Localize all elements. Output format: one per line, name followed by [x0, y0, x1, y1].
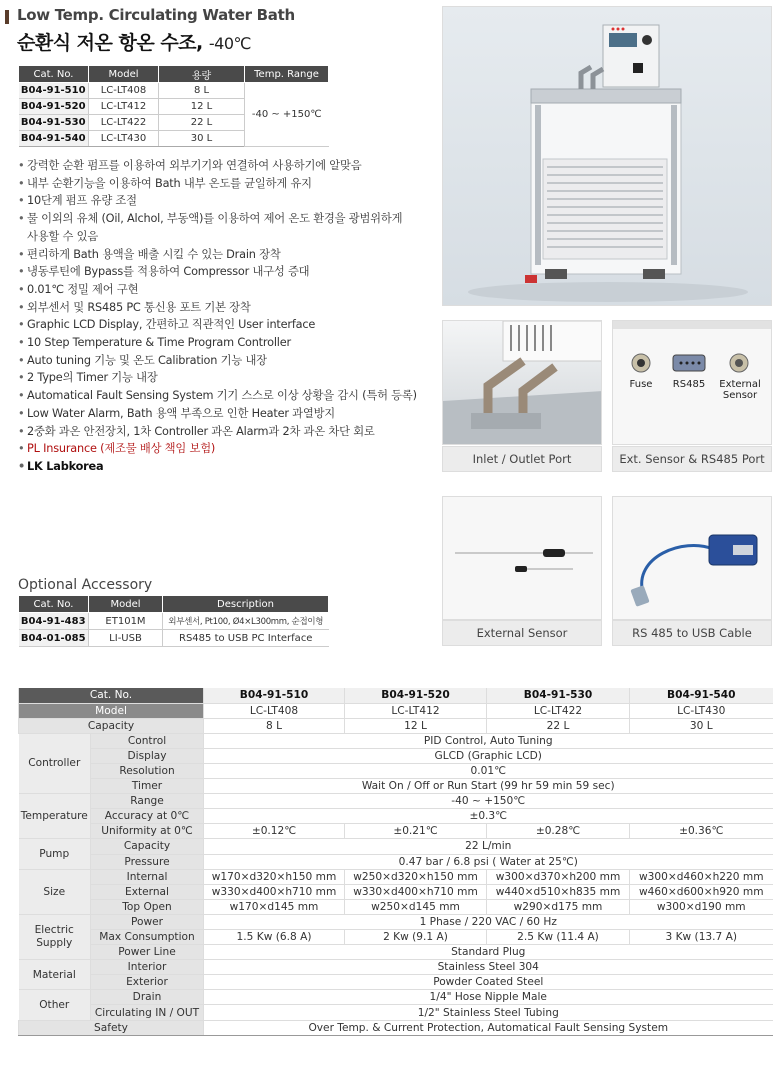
spec-label-resolution: Resolution — [91, 763, 204, 778]
catalog-cat-no: B04-91-530 — [19, 115, 89, 131]
spec-label-timer: Timer — [91, 779, 204, 794]
spec-row-display — [19, 748, 773, 763]
feature-item: • Auto tuning 기능 및 온도 Calibration 기능 내장 — [18, 352, 428, 370]
spec-cell: LC-LT430 — [630, 703, 773, 718]
spec-label-pump-capacity: Capacity — [91, 839, 204, 854]
spec-label-power: Power — [91, 914, 204, 929]
product-title-english: Low Temp. Circulating Water Bath — [17, 6, 295, 24]
spec-cell: w250×d145 mm — [345, 899, 487, 914]
inlet-outlet-photo — [442, 320, 602, 445]
feature-item: • 편리하게 Bath 용액을 배출 시킬 수 있는 Drain 장착 — [18, 246, 428, 264]
spec-row-accuracy — [19, 809, 773, 824]
feature-item: • 10 Step Temperature & Time Program Controller — [18, 334, 428, 352]
accessory-model: ET101M — [89, 613, 163, 630]
title-temperature-suffix: -40℃ — [208, 34, 251, 53]
accessory-description: 외부센서, Pt100, Ø4×L300mm, 순접이형 — [163, 613, 329, 630]
spec-row-internal — [19, 869, 773, 884]
catalog-capacity: 30 L — [159, 131, 245, 147]
feature-text: 물 이외의 유체 (Oil, Alchol, 부동액)를 이용하여 제어 온도 환경을 광범위하게 — [27, 212, 403, 226]
spec-cell: LC-LT412 — [345, 703, 487, 718]
catalog-header-capacity: 용량 — [159, 66, 245, 83]
sensor-port-caption: Ext. Sensor & RS485 Port — [612, 446, 772, 472]
spec-cell: 3 Kw (13.7 A) — [630, 930, 773, 945]
usb-cable-photo — [612, 496, 772, 620]
catalog-temp-range: -40 ~ +150℃ — [245, 83, 329, 147]
water-bath-illustration — [443, 7, 772, 306]
spec-cell: w300×d370×h200 mm — [487, 869, 630, 884]
catalog-row — [19, 83, 329, 99]
title-korean-main: 순환식 저온 항온 수조, — [17, 32, 203, 54]
spec-cell: 1/2" Stainless Steel Tubing — [204, 1005, 773, 1020]
spec-cell: w300×d190 mm — [630, 899, 773, 914]
accessory-header-model: Model — [89, 596, 163, 613]
spec-cell: B04-91-530 — [487, 688, 630, 703]
spec-cell: Powder Coated Steel — [204, 975, 773, 990]
catalog-cat-no: B04-91-510 — [19, 83, 89, 99]
optional-accessory-title: Optional Accessory — [18, 577, 153, 593]
external-sensor-caption: External Sensor — [442, 620, 602, 646]
catalog-model: LC-LT412 — [89, 99, 159, 115]
catalog-capacity: 8 L — [159, 83, 245, 99]
catalog-capacity: 12 L — [159, 99, 245, 115]
spec-cell: w250×d320×h150 mm — [345, 869, 487, 884]
catalog-cat-no: B04-91-540 — [19, 131, 89, 147]
spec-cell: w330×d400×h710 mm — [204, 884, 345, 899]
spec-group-electric-supply: Electric Supply — [19, 914, 91, 959]
spec-cell: 12 L — [345, 718, 487, 733]
spec-row-uniformity — [19, 824, 773, 839]
spec-group-temperature: Temperature — [19, 794, 91, 839]
feature-list — [18, 157, 428, 476]
spec-row-external — [19, 884, 773, 899]
spec-cell: Standard Plug — [204, 945, 773, 960]
accessory-row — [19, 613, 329, 630]
usb-cable-caption: RS 485 to USB Cable — [612, 620, 772, 646]
spec-cell: B04-91-540 — [630, 688, 773, 703]
spec-cell: ±0.12℃ — [204, 824, 345, 839]
spec-cell: B04-91-510 — [204, 688, 345, 703]
spec-label-top-open: Top Open — [91, 899, 204, 914]
spec-cell: w170×d320×h150 mm — [204, 869, 345, 884]
port-label-fuse: Fuse — [629, 379, 653, 390]
spec-row-timer — [19, 779, 773, 794]
spec-label-model: Model — [19, 703, 204, 718]
accessory-model: LI-USB — [89, 630, 163, 647]
spec-row-pump-capacity — [19, 839, 773, 854]
feature-item — [18, 210, 428, 245]
spec-cell: -40 ~ +150℃ — [204, 794, 773, 809]
spec-cell: w330×d400×h710 mm — [345, 884, 487, 899]
spec-cell: Stainless Steel 304 — [204, 960, 773, 975]
accessory-cat-no: B04-91-483 — [19, 613, 89, 630]
spec-label-circulating: Circulating IN / OUT — [91, 1005, 204, 1020]
spec-cell: w460×d600×h920 mm — [630, 884, 773, 899]
spec-cell: B04-91-520 — [345, 688, 487, 703]
spec-row-exterior — [19, 975, 773, 990]
spec-label-interior: Interior — [91, 960, 204, 975]
feature-item: • Low Water Alarm, Bath 용액 부족으로 인한 Heater 과열방지 — [18, 405, 428, 423]
main-product-photo — [442, 6, 772, 306]
spec-group-material: Material — [19, 960, 91, 990]
spec-cell: 0.47 bar / 6.8 psi ( Water at 25℃) — [204, 854, 773, 869]
feature-item: • 10단계 펌프 유량 조절 — [18, 192, 428, 210]
spec-cell: GLCD (Graphic LCD) — [204, 748, 773, 763]
accessory-header-description: Description — [163, 596, 329, 613]
feature-pl-insurance: • PL Insurance (제조물 배상 책임 보험) — [18, 440, 428, 458]
feature-item: • 냉동루틴에 Bypass를 적용하여 Compressor 내구성 증대 — [18, 263, 428, 281]
catalog-model: LC-LT422 — [89, 115, 159, 131]
spec-cell: PID Control, Auto Tuning — [204, 733, 773, 748]
catalog-cat-no: B04-91-520 — [19, 99, 89, 115]
spec-cell: 2.5 Kw (11.4 A) — [487, 930, 630, 945]
spec-label-pressure: Pressure — [91, 854, 204, 869]
accessory-description: RS485 to USB PC Interface — [163, 630, 329, 647]
title-accent-bar — [5, 10, 9, 24]
spec-cell: 30 L — [630, 718, 773, 733]
spec-label-uniformity: Uniformity at 0℃ — [91, 824, 204, 839]
specification-table — [18, 688, 773, 1036]
inlet-outlet-caption: Inlet / Outlet Port — [442, 446, 602, 472]
spec-row-capacity — [19, 718, 773, 733]
sensor-probe-illustration — [443, 497, 602, 620]
spec-cell: w300×d460×h220 mm — [630, 869, 773, 884]
sensor-port-photo — [612, 320, 772, 445]
catalog-header-temp-range: Temp. Range — [245, 66, 329, 83]
spec-label-internal: Internal — [91, 869, 204, 884]
port-label-external-sensor: External Sensor — [719, 379, 761, 401]
accessory-header-row — [19, 596, 329, 613]
spec-row-top-open — [19, 899, 773, 914]
spec-cell: ±0.28℃ — [487, 824, 630, 839]
port-label-rs485: RS485 — [672, 379, 706, 390]
spec-cell: ±0.3℃ — [204, 809, 773, 824]
spec-cell: 0.01℃ — [204, 763, 773, 778]
spec-cell: w290×d175 mm — [487, 899, 630, 914]
spec-cell: 1.5 Kw (6.8 A) — [204, 930, 345, 945]
spec-cell: 2 Kw (9.1 A) — [345, 930, 487, 945]
spec-row-circulating — [19, 1005, 773, 1020]
catalog-header-model: Model — [89, 66, 159, 83]
accessory-header-cat: Cat. No. — [19, 596, 89, 613]
accessory-row — [19, 630, 329, 647]
spec-cell: LC-LT408 — [204, 703, 345, 718]
feature-item: • 외부센서 및 RS485 PC 통신용 포트 기본 장착 — [18, 299, 428, 317]
catalog-header-row — [19, 66, 329, 83]
spec-cell: w170×d145 mm — [204, 899, 345, 914]
spec-label-drain: Drain — [91, 990, 204, 1005]
spec-row-interior — [19, 960, 773, 975]
spec-cell: w440×d510×h835 mm — [487, 884, 630, 899]
usb-cable-illustration — [613, 497, 772, 620]
spec-row-safety — [19, 1020, 773, 1035]
spec-label-accuracy: Accuracy at 0℃ — [91, 809, 204, 824]
inlet-outlet-illustration — [443, 321, 602, 445]
spec-label-exterior: Exterior — [91, 975, 204, 990]
spec-label-max-consumption: Max Consumption — [91, 930, 204, 945]
spec-cell: 22 L — [487, 718, 630, 733]
spec-group-pump: Pump — [19, 839, 91, 869]
spec-row-cat-no — [19, 688, 773, 703]
spec-label-power-line: Power Line — [91, 945, 204, 960]
spec-row-control — [19, 733, 773, 748]
spec-row-power-line — [19, 945, 773, 960]
accessory-table — [18, 595, 329, 647]
spec-label-cat-no: Cat. No. — [19, 688, 204, 703]
feature-item: • 내부 순환기능을 이용하여 Bath 내부 온도를 균일하게 유지 — [18, 175, 428, 193]
feature-item: • 2 Type의 Timer 기능 내장 — [18, 369, 428, 387]
feature-brand: • LK Labkorea — [18, 458, 428, 476]
accessory-cat-no: B04-01-085 — [19, 630, 89, 647]
spec-group-other: Other — [19, 990, 91, 1020]
spec-label-control: Control — [91, 733, 204, 748]
spec-row-drain — [19, 990, 773, 1005]
feature-item: • 강력한 순환 펌프를 이용하여 외부기기와 연결하여 사용하기에 알맞음 — [18, 157, 428, 175]
spec-row-max-consumption — [19, 930, 773, 945]
spec-cell: ±0.21℃ — [345, 824, 487, 839]
product-title-korean — [17, 28, 251, 55]
spec-label-capacity: Capacity — [19, 718, 204, 733]
spec-cell: 22 L/min — [204, 839, 773, 854]
spec-cell: LC-LT422 — [487, 703, 630, 718]
catalog-model: LC-LT430 — [89, 131, 159, 147]
spec-cell: 1/4" Hose Nipple Male — [204, 990, 773, 1005]
spec-label-safety: Safety — [19, 1020, 204, 1035]
feature-item: • 0.01℃ 정밀 제어 구현 — [18, 281, 428, 299]
spec-cell: 1 Phase / 220 VAC / 60 Hz — [204, 914, 773, 929]
spec-row-range — [19, 794, 773, 809]
spec-row-resolution — [19, 763, 773, 778]
spec-cell: 8 L — [204, 718, 345, 733]
external-sensor-photo — [442, 496, 602, 620]
spec-row-power — [19, 914, 773, 929]
feature-item: • Graphic LCD Display, 간편하고 직관적인 User interface — [18, 316, 428, 334]
spec-label-range: Range — [91, 794, 204, 809]
spec-cell: Over Temp. & Current Protection, Automatical Fault Sensing System — [204, 1020, 773, 1035]
spec-row-pressure — [19, 854, 773, 869]
catalog-capacity: 22 L — [159, 115, 245, 131]
spec-cell: Wait On / Off or Run Start (99 hr 59 min 59 sec) — [204, 779, 773, 794]
spec-cell: ±0.36℃ — [630, 824, 773, 839]
spec-row-model — [19, 703, 773, 718]
catalog-header-cat: Cat. No. — [19, 66, 89, 83]
spec-label-external: External — [91, 884, 204, 899]
catalog-model: LC-LT408 — [89, 83, 159, 99]
feature-item: • Automatical Fault Sensing System 기기 스스로 이상 상황을 감시 (특허 등록) — [18, 387, 428, 405]
feature-item: • 2중화 과온 안전장치, 1차 Controller 과온 Alarm과 2차 과온 차단 회로 — [18, 423, 428, 441]
feature-continuation: 사용할 수 있음 — [27, 229, 99, 243]
catalog-table — [18, 65, 329, 147]
spec-group-controller: Controller — [19, 733, 91, 793]
spec-group-size: Size — [19, 869, 91, 914]
spec-label-display: Display — [91, 748, 204, 763]
